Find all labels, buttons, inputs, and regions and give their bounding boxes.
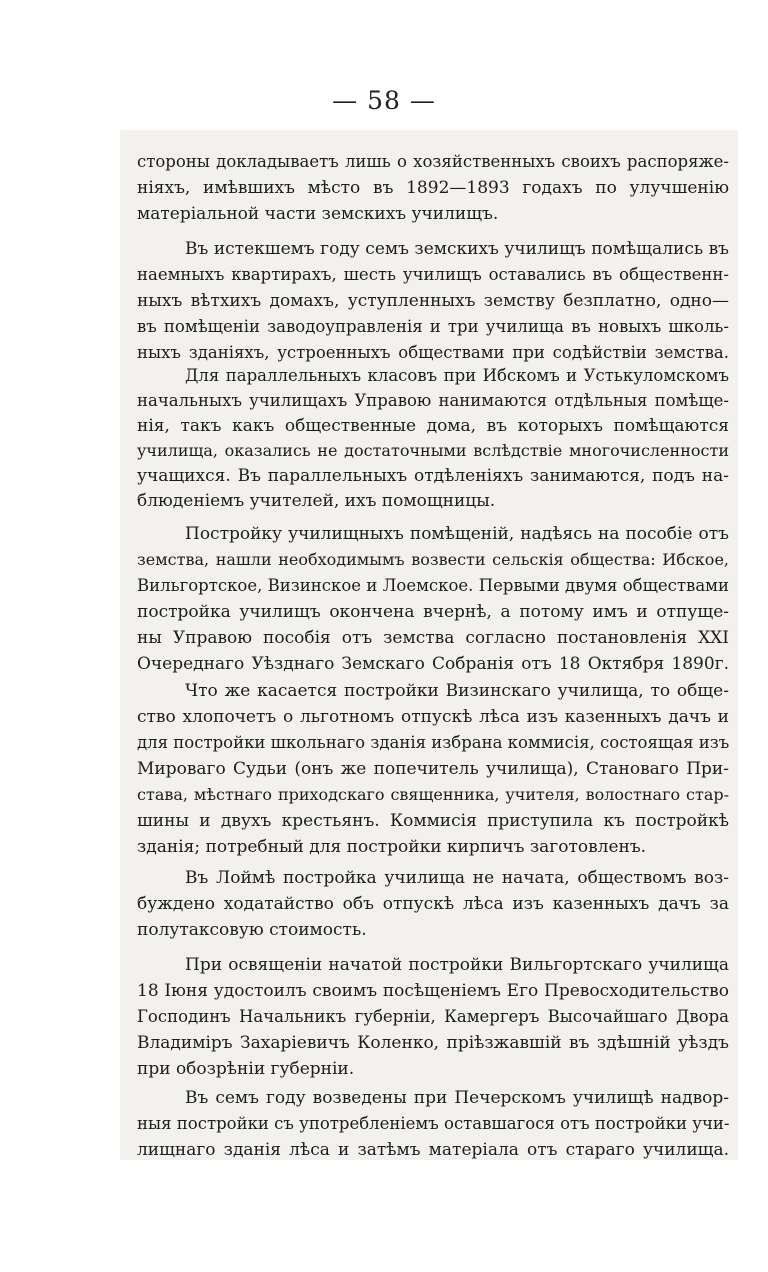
- text-line: въ помѣщеніи заводоуправленія и три училища въ новыхъ школь-: [137, 317, 729, 336]
- text-line: при обозрѣніи губерніи.: [137, 1059, 355, 1079]
- text-line: постройка училищъ окончена вчернѣ, а потому имъ и отпуще-: [137, 602, 729, 622]
- text-line: При освященіи начатой постройки Вильгортскаго училища: [185, 955, 729, 975]
- text-line: матеріальной части земскихъ училищъ.: [137, 204, 499, 224]
- text-line: лищнаго зданія лѣса и затѣмъ матеріала отъ стараго училища.: [137, 1140, 729, 1160]
- text-line: става, мѣстнаго приходскаго священника, учителя, волостнаго стар-: [137, 785, 729, 804]
- text-line: нія, такъ какъ общественные дома, въ которыхъ помѣщаются: [137, 416, 729, 436]
- text-line: шины и двухъ крестьянъ. Коммисія приступила къ постройкѣ: [137, 811, 729, 831]
- text-line: полутаксовую стоимость.: [137, 920, 367, 940]
- text-line: буждено ходатайство объ отпускѣ лѣса изъ казенныхъ дачъ за: [137, 894, 729, 914]
- text-line: ныя постройки съ употребленіемъ оставшагося отъ постройки учи-: [137, 1114, 730, 1133]
- text-line: училища, оказались не достаточными вслѣдствіе многочисленности: [137, 441, 729, 460]
- text-line: Вильгортское, Визинское и Лоемское. Первыми двумя обществами: [137, 576, 729, 595]
- text-line: Постройку училищныхъ помѣщеній, надѣясь на пособіе отъ: [185, 524, 729, 544]
- text-line: Въ семъ году возведены при Печерскомъ училищѣ надвор-: [185, 1088, 729, 1108]
- text-line: Очереднаго Уѣзднаго Земскаго Собранія отъ 18 Октября 1890г.: [137, 654, 729, 674]
- text-line: Владиміръ Захаріевичъ Коленко, пріѣзжавшій въ здѣшній уѣздъ: [137, 1033, 729, 1053]
- text-line: блюденіемъ учителей, ихъ помощницы.: [137, 491, 496, 511]
- text-line: Господинъ Начальникъ губерніи, Камергеръ Высочайшаго Двора: [137, 1007, 729, 1026]
- text-line: 18 Іюня удостоилъ своимъ посѣщеніемъ Его Превосходительство: [137, 981, 729, 1001]
- text-line: для постройки школьнаго зданія избрана коммисія, состоящая изъ: [137, 733, 730, 752]
- text-line: учащихся. Въ параллельныхъ отдѣленіяхъ занимаются, подъ на-: [137, 466, 729, 486]
- text-line: Что же касается постройки Визинскаго училища, то обще-: [185, 681, 729, 701]
- text-line: ство хлопочетъ о льготномъ отпускѣ лѣса изъ казенныхъ дачъ и: [137, 707, 729, 727]
- text-line: начальныхъ училищахъ Управою нанимаются отдѣльныя помѣще-: [137, 391, 729, 410]
- text-line: ныхъ вѣтхихъ домахъ, уступленныхъ земству безплатно, одно—: [137, 291, 729, 311]
- text-line: ныхъ зданіяхъ, устроенныхъ обществами при содѣйствіи земства.: [137, 343, 729, 362]
- text-line: стороны докладываетъ лишь о хозяйственныхъ своихъ распоряже-: [137, 152, 729, 171]
- text-line: Для параллельныхъ класовъ при Ибскомъ и Устькуломскомъ: [185, 366, 729, 385]
- page-number: — 58 —: [332, 86, 436, 115]
- text-line: земства, нашли необходимымъ возвести сельскія общества: Ибское,: [137, 550, 729, 569]
- text-line: Мироваго Судьи (онъ же попечитель училища), Становаго При-: [137, 759, 729, 779]
- text-line: зданія; потребный для постройки кирпичъ заготовленъ.: [137, 837, 647, 857]
- text-line: ніяхъ, имѣвшихъ мѣсто въ 1892—1893 годахъ по улучшенію: [137, 178, 729, 198]
- text-line: Въ Лоймѣ постройка училища не начата, обществомъ воз-: [185, 868, 729, 888]
- text-line: наемныхъ квартирахъ, шесть училищъ оставались въ общественн-: [137, 265, 729, 284]
- text-line: ны Управою пособія отъ земства согласно постановленія XXI: [137, 628, 729, 648]
- text-line: Въ истекшемъ году семъ земскихъ училищъ помѣщались въ: [185, 239, 729, 259]
